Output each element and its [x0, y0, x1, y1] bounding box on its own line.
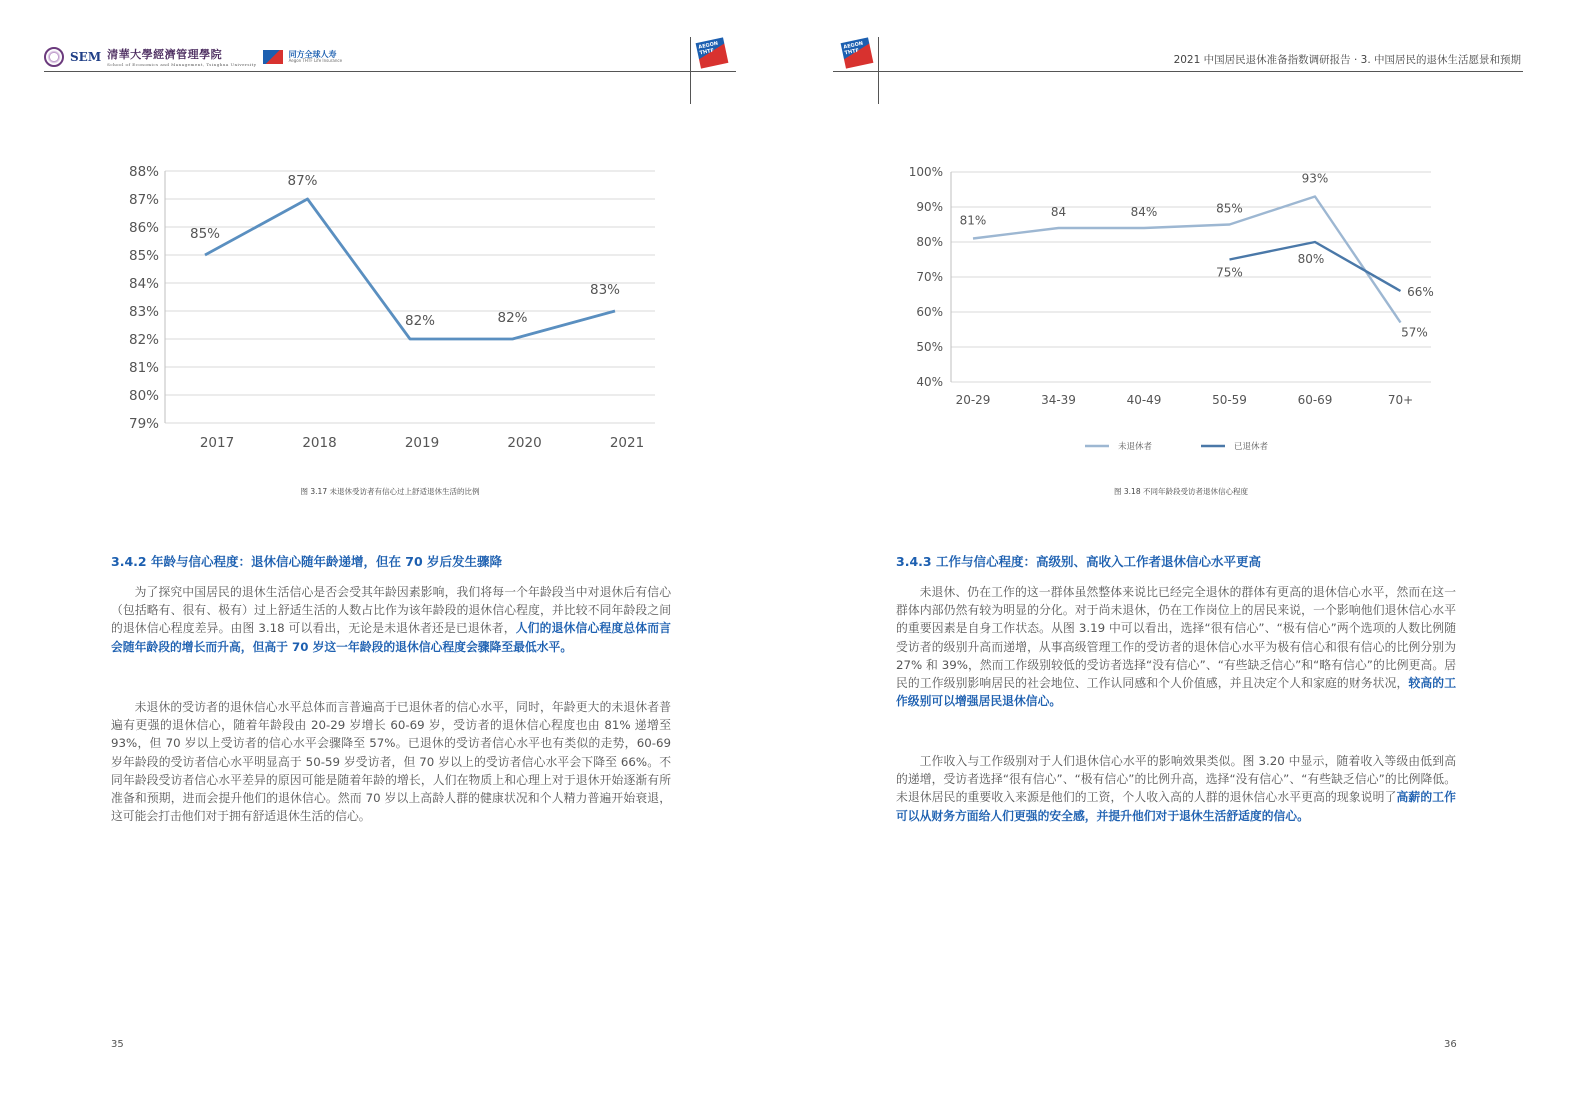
section-title: 3.4.3 工作与信心程度：高级别、高收入工作者退休信心水平更高: [896, 554, 1261, 569]
data-label: 85%: [1216, 201, 1243, 216]
y-tick-label: 84%: [128, 276, 159, 292]
y-tick-label: 85%: [128, 248, 159, 264]
data-label: 80%: [1297, 252, 1325, 266]
y-tick-label: 80%: [916, 235, 943, 249]
page-number: 35: [111, 1039, 124, 1050]
legend-label: 未退休者: [1118, 442, 1153, 452]
x-tick-label: 50-59: [1212, 393, 1247, 407]
x-tick-label: 60-69: [1297, 393, 1333, 407]
highlight-text: 人们的退休信心程度总体而言会随年龄段的增长而升高，但高于 70 岁这一年龄段的退休信心程度会骤降至最低水平。: [111, 621, 671, 654]
x-tick-label: 2020: [507, 435, 542, 451]
y-tick-label: 90%: [916, 200, 943, 214]
data-label: 81%: [959, 213, 987, 228]
y-tick-label: 86%: [128, 220, 159, 236]
paragraph-2: 工作收入与工作级别对于人们退休信心水平的影响效果类似。图 3.20 中显示，随着收入等级由低到高的递增，受访者选择“很有信心”、“极有信心”的比例升高，选择“没有信心”、“有些缺乏信心”的比例降低。未退休居民的重要收入来源是他们的工资，个人收入高的人群的退休信心水平更高的现象说明了高薪的工作可以从财务方面给人们更强的安全感，并提升他们对于退休生活舒适度的信心。: [896, 754, 1456, 823]
data-label: 84%: [1130, 205, 1158, 219]
legend-label: 已退休者: [1234, 442, 1269, 452]
sem-logo: SEM: [70, 49, 102, 64]
highlight-text: 高薪的工作可以从财务方面给人们更强的安全感，并提升他们对于退休生活舒适度的信心。: [896, 790, 1456, 823]
aegon-mini-icon: [263, 50, 283, 64]
data-label: 82%: [497, 310, 528, 326]
data-label: 66%: [1407, 285, 1434, 299]
data-label: 82%: [404, 313, 436, 329]
data-label: 93%: [1301, 171, 1329, 186]
page-number: 36: [1444, 1039, 1457, 1050]
data-label: 83%: [589, 282, 621, 298]
x-tick-label: 2017: [199, 435, 235, 451]
aegon-flag-icon: AEGON THTF: [696, 37, 729, 68]
data-label: 85%: [189, 226, 221, 242]
x-tick-label: 40-49: [1126, 393, 1162, 407]
y-tick-label: 40%: [916, 375, 943, 389]
header-rule: [833, 71, 1523, 72]
chart-retirement-confidence-by-year: [110, 155, 670, 465]
y-tick-label: 82%: [128, 332, 159, 348]
x-tick-label: 2019: [404, 435, 440, 451]
paragraph-1: 为了探究中国居民的退休生活信心是否会受其年龄因素影响，我们将每一个年龄段当中对退休后有信心（包括略有、很有、极有）过上舒适生活的人数占比作为该年龄段的退休信心程度，并比较不同年龄段之间的退休信心程度差异。由图 3.18 可以看出，无论是未退休者还是已退休者，人们的退休信心程度总体而言会随年龄段的增长而升高，但高于 70 岁这一年龄段的退休信心程度会骤降至最低水平。: [111, 585, 671, 654]
x-tick-label: 2018: [302, 435, 337, 451]
data-label: 75%: [1216, 265, 1243, 280]
paragraph-1: 未退休、仍在工作的这一群体虽然整体来说比已经完全退休的群体有更高的退休信心水平，然而在这一群体内部仍然有较为明显的分化。对于尚未退休，仍在工作岗位上的居民来说，一个影响他们退休信心水平的重要因素是自身工作状态。从图 3.19 中可以看出，选择“很有信心”、“极有信心”两个选项的人数比例随受访者的级别升高而递增，从事高级管理工作的受访者的退休信心水平为极有信心和很有信心的比例分别为 27% 和 39%，然而工作级别较低的受访者选择“没有信心”、“有些缺乏信心”和“略有信心”的比例更高。居民的工作级别影响居民的社会地位、工作认同感和个人价值感，并且决定个人和家庭的财务状况，较高的工作级别可以增强居民退休信心。: [896, 585, 1456, 709]
figure-caption: 图 3.18 不同年龄段受访者退休信心程度: [1114, 487, 1248, 496]
y-tick-label: 70%: [916, 270, 943, 284]
section-title: 3.4.2 年龄与信心程度：退休信心随年龄递增，但在 70 岁后发生骤降: [111, 554, 503, 569]
aegon-flag-icon: AEGON THTF: [841, 37, 874, 68]
y-tick-label: 88%: [128, 164, 159, 180]
figure-caption: 图 3.17 未退休受访者有信心过上舒适退休生活的比例: [300, 487, 480, 496]
highlight-text: 较高的工作级别可以增强居民退休信心。: [896, 676, 1456, 709]
header-logos: [44, 46, 342, 67]
series-line-unretired: [973, 197, 1401, 323]
data-label: 87%: [287, 173, 318, 189]
left-page: [0, 0, 793, 1096]
header-rule: [44, 71, 736, 72]
sem-seal-icon: [44, 47, 64, 67]
x-tick-label: 34-39: [1041, 393, 1076, 407]
y-tick-label: 80%: [128, 388, 159, 404]
y-tick-label: 83%: [128, 304, 159, 320]
y-tick-label: 81%: [128, 360, 159, 376]
tsinghua-logo: 清華大學經濟管理學院 School of Economics and Management, Tsinghua University: [107, 48, 257, 67]
chart-confidence-by-age: [901, 158, 1461, 458]
y-tick-label: 60%: [916, 305, 943, 319]
y-tick-label: 100%: [908, 165, 943, 179]
y-tick-label: 50%: [916, 340, 943, 354]
x-tick-label: 70+: [1387, 393, 1414, 407]
y-tick-label: 87%: [128, 192, 159, 208]
header-vertical-rule: [690, 37, 691, 104]
paragraph-2: 未退休的受访者的退休信心水平总体而言普遍高于已退休者的信心水平，同时，年龄更大的未退休者普遍有更强的退休信心，随着年龄段由 20-29 岁增长 60-69 岁，受访者的退休信心程度也由 81% 递增至 93%，但 70 岁以上受访者的信心水平会骤降至 57%。已退休的受访者信心水平也有类似的走势，60-69 岁年龄段的受访者信心水平明显高于 50-59 岁受访者，但 70 岁以上的受访者信心水平会下降至 66%。不同年龄段受访者信心水平差异的原因可能是随着年龄的增长，人们在物质上和心理上对于退休开始逐渐有所准备和预期，进而会提升他们的退休信心。然而 70 岁以上高龄人群的健康状况和个人精力普遍开始衰退，这可能会打击他们对于拥有舒适退休生活的信心。: [111, 700, 671, 824]
x-tick-label: 20-29: [955, 393, 991, 407]
right-page: [793, 0, 1587, 1096]
running-header-title: 2021 中国居民退休准备指数调研报告 · 3. 中国居民的退休生活愿景和预期: [1173, 54, 1521, 66]
x-tick-label: 2021: [609, 435, 645, 451]
y-tick-label: 79%: [128, 416, 159, 432]
data-label: 84: [1050, 205, 1067, 219]
data-label: 57%: [1401, 325, 1428, 340]
insurer-logo: 同方全球人寿 Aegon THTF Life Insurance: [288, 49, 343, 63]
